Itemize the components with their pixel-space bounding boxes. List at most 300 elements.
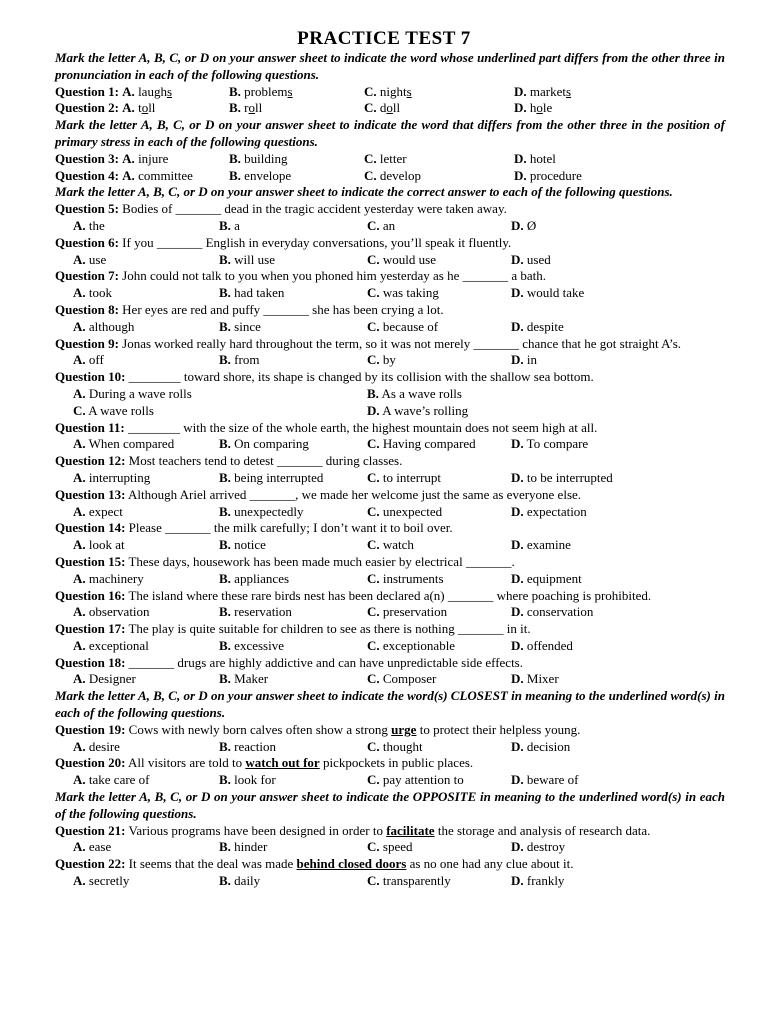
option-text: reaction	[234, 738, 277, 754]
option-letter: A.	[73, 537, 86, 553]
q11-option-c[interactable]	[367, 436, 476, 453]
q2-option-b[interactable]	[229, 100, 262, 117]
q8-option-b[interactable]	[219, 319, 261, 336]
option-letter: B.	[367, 385, 379, 401]
q6-option-c[interactable]	[367, 252, 436, 269]
q5-option-d[interactable]	[511, 218, 536, 235]
q15-option-c[interactable]	[367, 571, 444, 588]
word-part: h	[529, 100, 537, 116]
q18-option-c[interactable]	[367, 671, 436, 688]
option-text: Maker	[234, 671, 269, 687]
option-letter: D.	[511, 251, 524, 267]
q2-option-c[interactable]	[364, 100, 400, 117]
q21-option-d[interactable]	[511, 839, 565, 856]
option-letter: A.	[73, 318, 86, 334]
q1-option-a[interactable]	[55, 84, 172, 101]
q11-option-b[interactable]	[219, 436, 309, 453]
q10-option-c[interactable]	[73, 403, 154, 420]
option-text: daily	[234, 873, 261, 889]
option-letter: D.	[511, 839, 524, 855]
question-5-options	[55, 218, 725, 235]
option-text: look for	[234, 772, 276, 788]
q15-option-b[interactable]	[219, 571, 289, 588]
option-text: interrupting	[88, 469, 151, 485]
underlined-part: s	[565, 83, 572, 99]
option-letter: A.	[122, 150, 135, 166]
option-text: off	[88, 352, 104, 368]
option-text: desire	[88, 738, 120, 754]
q3-option-d[interactable]	[514, 151, 556, 168]
q11-label: Question 11:	[55, 419, 125, 435]
option-text: a	[234, 217, 240, 233]
option-letter: C.	[367, 285, 380, 301]
q8-option-d[interactable]	[511, 319, 564, 336]
question-text: If you _______ English in everyday conversations, you’ll speak it fluently.	[122, 234, 512, 250]
option-text: use	[88, 251, 107, 267]
question-17-options	[55, 638, 725, 655]
option-letter: D.	[511, 671, 524, 687]
q20-option-a[interactable]	[73, 772, 150, 789]
q18-option-a[interactable]	[73, 671, 136, 688]
option-letter: D.	[514, 167, 527, 183]
q18-label: Question 18:	[55, 654, 126, 670]
q15-option-a[interactable]	[73, 571, 144, 588]
option-letter: A.	[73, 285, 86, 301]
option-letter: A.	[73, 604, 86, 620]
question-10-options-row2	[55, 403, 725, 420]
option-letter: C.	[367, 604, 380, 620]
option-text: A wave rolls	[88, 402, 154, 418]
q22-option-c[interactable]	[367, 873, 451, 890]
q9-option-c[interactable]	[367, 352, 396, 369]
q8-option-a[interactable]	[73, 319, 134, 336]
option-letter: D.	[514, 83, 527, 99]
question-5-stem	[55, 201, 725, 218]
q13-option-a[interactable]	[73, 504, 123, 521]
option-letter: B.	[219, 469, 231, 485]
q9-option-b[interactable]	[219, 352, 259, 369]
q20-option-d[interactable]	[511, 772, 579, 789]
option-letter: B.	[219, 352, 231, 368]
q10-option-d[interactable]	[367, 403, 468, 420]
option-text: took	[88, 285, 113, 301]
q7-option-b[interactable]	[219, 285, 284, 302]
option-text: ease	[88, 839, 112, 855]
option-text: thought	[382, 738, 423, 754]
q4-option-a[interactable]	[55, 168, 193, 185]
option-letter: A.	[73, 772, 86, 788]
question-text: All visitors are told to	[127, 755, 246, 771]
option-text: because of	[382, 318, 439, 334]
q17-option-a[interactable]	[73, 638, 149, 655]
option-text: watch	[382, 537, 414, 553]
q4-option-b[interactable]	[229, 168, 291, 185]
q10-label: Question 10:	[55, 369, 126, 385]
question-8-stem	[55, 302, 725, 319]
question-13-options	[55, 504, 725, 521]
option-letter: D.	[511, 873, 524, 889]
q9-option-a[interactable]	[73, 352, 104, 369]
option-text: observation	[88, 604, 150, 620]
option-text: offended	[526, 637, 573, 653]
option-letter: B.	[219, 503, 231, 519]
q5-option-b[interactable]	[219, 218, 240, 235]
option-letter: B.	[219, 570, 231, 586]
q2-label: Question 2:	[55, 100, 119, 116]
option-text: will use	[234, 251, 275, 267]
question-11-options	[55, 436, 725, 453]
question-20-options	[55, 772, 725, 789]
word-part: ll	[148, 100, 156, 116]
question-6-stem	[55, 235, 725, 252]
q19-option-a[interactable]	[73, 739, 120, 756]
option-letter: A.	[73, 637, 86, 653]
option-letter: C.	[367, 537, 380, 553]
question-19-stem	[55, 722, 725, 739]
option-text: instruments	[382, 570, 444, 586]
word-part: ll	[392, 100, 401, 116]
q13-option-b[interactable]	[219, 504, 303, 521]
option-letter: B.	[219, 251, 231, 267]
option-letter: A.	[73, 738, 86, 754]
q12-option-d[interactable]	[511, 470, 613, 487]
question-8-options	[55, 319, 725, 336]
option-text: by	[382, 352, 396, 368]
q21-option-c[interactable]	[367, 839, 413, 856]
question-14-stem	[55, 520, 725, 537]
underlined-part: o	[248, 100, 256, 116]
q21-option-a[interactable]	[73, 839, 111, 856]
q3-option-c[interactable]	[364, 151, 407, 168]
option-text: secretly	[88, 873, 130, 889]
option-letter: B.	[219, 537, 231, 553]
q4-option-c[interactable]	[364, 168, 421, 185]
instruction-stress: Mark the letter A, B, C, or D on your answer sheet to indicate the word that differs from the other three in the position of primary stress in each of the following questions.	[55, 117, 725, 149]
option-text: was taking	[382, 285, 439, 301]
option-letter: D.	[511, 537, 524, 553]
q5-option-a[interactable]	[73, 218, 105, 235]
q17-option-b[interactable]	[219, 638, 284, 655]
underlined-part: s	[287, 83, 293, 99]
question-12-stem	[55, 453, 725, 470]
option-text: hinder	[234, 839, 268, 855]
option-letter: A.	[73, 570, 86, 586]
option-text: Ø	[526, 217, 537, 233]
question-text: _______ drugs are highly addictive and can have unpredictable side effects.	[128, 654, 523, 670]
option-text: appliances	[234, 570, 290, 586]
question-7-stem	[55, 268, 725, 285]
option-letter: A.	[73, 352, 86, 368]
option-letter: A.	[122, 83, 135, 99]
option-text: building	[244, 150, 288, 166]
q13-option-d[interactable]	[511, 504, 587, 521]
instruction-correct-answer: Mark the letter A, B, C, or D on your answer sheet to indicate the correct answer to each of the following questions.	[55, 184, 673, 200]
option-text: injure	[138, 150, 169, 166]
option-letter: B.	[219, 738, 231, 754]
option-text: frankly	[526, 873, 565, 889]
option-letter: A.	[73, 469, 86, 485]
q18-option-b[interactable]	[219, 671, 268, 688]
option-text: unexpectedly	[234, 503, 304, 519]
option-text: although	[88, 318, 135, 334]
q8-label: Question 8:	[55, 301, 119, 317]
q3-option-b[interactable]	[229, 151, 288, 168]
question-17-stem	[55, 621, 725, 638]
option-letter: A.	[73, 839, 86, 855]
q17-label: Question 17:	[55, 621, 126, 637]
question-21-options	[55, 839, 725, 856]
question-22-stem	[55, 856, 725, 873]
question-9-stem	[55, 336, 725, 353]
option-text: examine	[526, 537, 571, 553]
q1-option-b[interactable]	[229, 84, 293, 101]
q6-option-a[interactable]	[73, 252, 106, 269]
q3-option-a[interactable]	[55, 151, 168, 168]
word-part: market	[529, 83, 566, 99]
q2-option-d[interactable]	[514, 100, 552, 117]
q1-label: Question 1:	[55, 83, 119, 99]
q20-option-c[interactable]	[367, 772, 464, 789]
q16-option-d[interactable]	[511, 604, 593, 621]
q12-option-a[interactable]	[73, 470, 150, 487]
question-text: ________ toward shore, its shape is changed by its collision with the shallow sea bottom.	[128, 369, 594, 385]
option-text: had taken	[234, 285, 285, 301]
option-text: Mixer	[526, 671, 559, 687]
option-letter: D.	[511, 637, 524, 653]
q10-option-a[interactable]	[73, 386, 192, 403]
option-letter: D.	[511, 352, 524, 368]
question-15-stem	[55, 554, 725, 571]
underlined-part: s	[166, 83, 173, 99]
option-letter: D.	[511, 772, 524, 788]
option-letter: C.	[367, 839, 380, 855]
q20-option-b[interactable]	[219, 772, 276, 789]
option-letter: A.	[73, 385, 86, 401]
q22-option-b[interactable]	[219, 873, 260, 890]
option-text: transparently	[382, 873, 451, 889]
question-9-options	[55, 352, 725, 369]
q6-option-b[interactable]	[219, 252, 275, 269]
option-text: since	[234, 318, 261, 334]
q13-option-c[interactable]	[367, 504, 442, 521]
word-part: night	[379, 83, 407, 99]
q5-label: Question 5:	[55, 201, 119, 217]
q11-option-a[interactable]	[73, 436, 174, 453]
option-letter: C.	[364, 150, 377, 166]
option-text: decision	[526, 738, 571, 754]
q9-label: Question 9:	[55, 335, 119, 351]
option-text: committee	[138, 167, 193, 183]
q16-option-b[interactable]	[219, 604, 292, 621]
q19-option-c[interactable]	[367, 739, 423, 756]
question-3	[55, 151, 725, 168]
option-letter: D.	[511, 738, 524, 754]
option-text: to be interrupted	[526, 469, 613, 485]
question-6-options	[55, 252, 725, 269]
question-text: These days, housework has been made much easier by electrical _______.	[128, 553, 515, 569]
option-letter: D.	[511, 318, 524, 334]
q19-option-b[interactable]	[219, 739, 276, 756]
option-letter: B.	[219, 671, 231, 687]
option-letter: B.	[219, 839, 231, 855]
option-text: exceptionable	[382, 637, 456, 653]
test-content	[55, 50, 725, 890]
option-letter: A.	[73, 217, 86, 233]
question-text: Cows with newly born calves often show a strong	[128, 721, 392, 737]
option-letter: A.	[122, 167, 135, 183]
q14-option-c[interactable]	[367, 537, 414, 554]
question-text: Please _______ the milk carefully; I don’t want it to boil over.	[128, 520, 453, 536]
option-letter: C.	[367, 352, 380, 368]
question-21-stem	[55, 823, 725, 840]
option-text: procedure	[529, 167, 582, 183]
q14-option-d[interactable]	[511, 537, 571, 554]
q12-option-b[interactable]	[219, 470, 323, 487]
option-letter: B.	[219, 604, 231, 620]
option-letter: B.	[229, 100, 241, 116]
instruction-opposite: Mark the letter A, B, C, or D on your answer sheet to indicate the OPPOSITE in meaning to the underlined word(s) in each of the following questions.	[55, 789, 725, 821]
q19-label: Question 19:	[55, 721, 126, 737]
option-text: Having compared	[382, 436, 476, 452]
option-letter: A.	[73, 503, 86, 519]
question-13-stem	[55, 487, 725, 504]
option-letter: D.	[367, 402, 380, 418]
q6-label: Question 6:	[55, 234, 119, 250]
option-text: Composer	[382, 671, 437, 687]
q15-option-d[interactable]	[511, 571, 582, 588]
question-text: The play is quite suitable for children to see as there is nothing _______ in it.	[128, 621, 531, 637]
question-18-stem	[55, 655, 725, 672]
q22-option-a[interactable]	[73, 873, 129, 890]
q14-label: Question 14:	[55, 520, 126, 536]
q14-option-b[interactable]	[219, 537, 266, 554]
option-text: take care of	[88, 772, 150, 788]
question-15-options	[55, 571, 725, 588]
q17-option-d[interactable]	[511, 638, 573, 655]
option-letter: C.	[367, 738, 380, 754]
word-part: ll	[255, 100, 263, 116]
option-text: pay attention to	[382, 772, 464, 788]
q13-label: Question 13:	[55, 486, 126, 502]
q19-option-d[interactable]	[511, 739, 570, 756]
option-letter: A.	[73, 436, 86, 452]
q22-option-d[interactable]	[511, 873, 564, 890]
q12-option-c[interactable]	[367, 470, 441, 487]
option-letter: B.	[219, 772, 231, 788]
q7-option-d[interactable]	[511, 285, 584, 302]
option-text: in	[526, 352, 538, 368]
option-letter: B.	[229, 150, 241, 166]
q6-option-d[interactable]	[511, 252, 551, 269]
question-text: Most teachers tend to detest _______ during classes.	[128, 453, 403, 469]
option-letter: D.	[511, 604, 524, 620]
option-letter: D.	[511, 217, 524, 233]
option-letter: C.	[367, 637, 380, 653]
option-text: would take	[526, 285, 585, 301]
q7-label: Question 7:	[55, 268, 119, 284]
q10-option-b[interactable]	[367, 386, 462, 403]
option-text: notice	[234, 537, 266, 553]
q16-option-c[interactable]	[367, 604, 447, 621]
q21-option-b[interactable]	[219, 839, 267, 856]
option-letter: B.	[219, 318, 231, 334]
q5-option-c[interactable]	[367, 218, 395, 235]
option-letter: C.	[367, 251, 380, 267]
instruction-closest: Mark the letter A, B, C, or D on your answer sheet to indicate the word(s) CLOSEST in meaning to the underlined word(s) in each of the following questions.	[55, 688, 725, 721]
option-text: excessive	[234, 637, 284, 653]
option-letter: A.	[73, 873, 86, 889]
q9-option-d[interactable]	[511, 352, 537, 369]
option-text: expectation	[526, 503, 587, 519]
word-part: d	[379, 100, 387, 116]
underlined-part: o	[141, 100, 149, 116]
option-letter: C.	[364, 100, 377, 116]
question-text: Jonas worked really hard throughout the term, so it was not merely _______ chance that he got straight A’s.	[122, 335, 682, 351]
q18-option-d[interactable]	[511, 671, 559, 688]
question-22-options	[55, 873, 725, 890]
question-text: It seems that the deal was made	[128, 856, 297, 872]
option-letter: B.	[219, 873, 231, 889]
q7-option-a[interactable]	[73, 285, 112, 302]
page-title: PRACTICE TEST 7	[297, 28, 471, 49]
question-text: pickpockets in public places.	[319, 755, 474, 771]
question-text: Various programs have been designed in order to	[128, 822, 387, 838]
question-text: Bodies of _______ dead in the tragic accident yesterday were taken away.	[122, 201, 507, 217]
option-letter: C.	[367, 671, 380, 687]
question-text: The island where these rare birds nest has been declared a(n) _______ where poaching is prohibited.	[128, 587, 652, 603]
option-letter: D.	[514, 150, 527, 166]
option-text: equipment	[526, 570, 582, 586]
question-text: Although Ariel arrived _______, we made her welcome just the same as everyone else.	[127, 486, 582, 502]
option-letter: D.	[511, 469, 524, 485]
question-10-options-row1	[55, 386, 725, 403]
q11-option-d[interactable]	[511, 436, 588, 453]
option-text: hotel	[529, 150, 556, 166]
option-text: used	[526, 251, 551, 267]
q7-option-c[interactable]	[367, 285, 439, 302]
option-letter: D.	[511, 570, 524, 586]
q1-option-c[interactable]	[364, 84, 412, 101]
underlined-part: o	[386, 100, 393, 116]
option-text: being interrupted	[234, 469, 324, 485]
option-text: speed	[382, 839, 413, 855]
q14-option-a[interactable]	[73, 537, 125, 554]
option-letter: B.	[219, 217, 231, 233]
q1-option-d[interactable]	[514, 84, 571, 101]
q8-option-c[interactable]	[367, 319, 438, 336]
option-text: letter	[379, 150, 407, 166]
option-letter: D.	[511, 503, 524, 519]
option-text: To compare	[526, 436, 589, 452]
q16-option-a[interactable]	[73, 604, 150, 621]
option-letter: D.	[511, 285, 524, 301]
option-letter: C.	[367, 436, 380, 452]
question-2	[55, 100, 725, 117]
option-letter: C.	[73, 402, 86, 418]
q2-option-a[interactable]	[55, 100, 155, 117]
q21-label: Question 21:	[55, 822, 126, 838]
word-part: problem	[244, 83, 288, 99]
q20-label: Question 20:	[55, 755, 126, 771]
q3-label: Question 3:	[55, 150, 119, 166]
option-text: envelope	[244, 167, 292, 183]
option-text: reservation	[234, 604, 292, 620]
q17-option-c[interactable]	[367, 638, 455, 655]
option-text: As a wave rolls	[381, 385, 462, 401]
question-10-stem	[55, 369, 725, 386]
q4-option-d[interactable]	[514, 168, 582, 185]
option-letter: B.	[219, 637, 231, 653]
